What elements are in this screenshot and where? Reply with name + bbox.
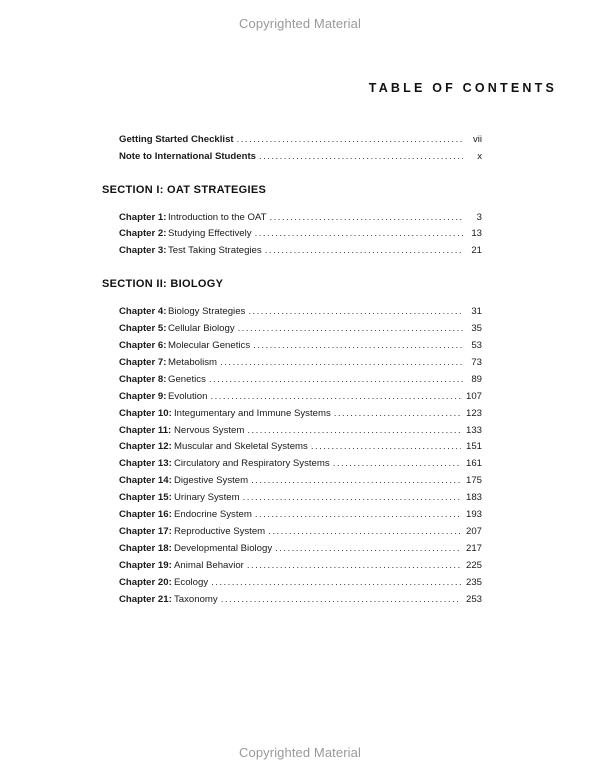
dot-leader [333,457,461,471]
chapter-entry[interactable] [119,491,482,505]
chapter-page: 253 [465,594,482,605]
dot-leader [210,390,461,404]
chapter-entry[interactable] [119,576,482,590]
chapter-entry[interactable] [119,211,482,225]
dot-leader [243,491,461,505]
entry-page: vii [472,134,482,145]
dot-leader [253,339,463,353]
chapter-page: 35 [471,323,482,334]
chapter-page: 207 [465,526,482,537]
chapter-entry[interactable] [119,244,482,258]
chapter-title: Digestive System [174,475,249,486]
chapter-title: Nervous System [174,425,245,436]
chapter-entry[interactable] [119,305,482,319]
page-title: TABLE OF CONTENTS [368,81,557,95]
chapter-entry[interactable] [119,339,482,353]
chapter-page: 193 [465,509,482,520]
dot-leader [251,474,461,488]
chapter-title: Integumentary and Immune Systems [174,408,331,419]
chapter-page: 13 [471,228,482,239]
chapter-page: 89 [471,374,482,385]
dot-leader [238,322,463,336]
chapter-title: Ecology [174,577,209,588]
chapter-title: Introduction to the OAT [168,212,267,223]
front-matter-entry[interactable] [119,150,482,164]
chapter-entry[interactable] [119,559,482,573]
front-matter-entry[interactable] [119,133,482,147]
chapter-number: Chapter 16: [119,509,172,520]
dot-leader [265,244,463,258]
chapter-page: 175 [465,475,482,486]
chapter-title: Muscular and Skeletal Systems [174,441,308,452]
chapter-title: Test Taking Strategies [168,245,262,256]
chapter-number: Chapter 14: [119,475,172,486]
chapter-page: 21 [471,245,482,256]
chapter-number: Chapter 5: [119,323,167,334]
dot-leader [211,576,461,590]
dot-leader [220,356,463,370]
dot-leader [311,440,461,454]
chapter-title: Genetics [168,374,206,385]
watermark-bottom: Copyrighted Material [239,745,361,760]
chapter-title: Evolution [168,391,208,402]
chapter-entry[interactable] [119,542,482,556]
chapter-entry[interactable] [119,227,482,241]
chapter-entry[interactable] [119,593,482,607]
chapter-page: 53 [471,340,482,351]
section-heading: SECTION II: BIOLOGY [102,278,224,290]
chapter-number: Chapter 7: [119,357,167,368]
chapter-page: 151 [465,441,482,452]
dot-leader [247,559,461,573]
dot-leader [255,508,461,522]
entry-title: Getting Started Checklist [119,134,234,145]
chapter-number: Chapter 13: [119,458,172,469]
chapter-page: 31 [471,306,482,317]
dot-leader [259,150,463,164]
chapter-number: Chapter 1: [119,212,167,223]
chapter-number: Chapter 8: [119,374,167,385]
section-heading: SECTION I: OAT STRATEGIES [102,184,267,196]
chapter-number: Chapter 19: [119,560,172,571]
chapter-title: Molecular Genetics [168,340,251,351]
chapter-number: Chapter 17: [119,526,172,537]
entry-title: Note to International Students [119,151,256,162]
chapter-number: Chapter 11: [119,425,172,436]
dot-leader [237,133,463,147]
dot-leader [268,525,461,539]
chapter-page: 183 [465,492,482,503]
chapter-entry[interactable] [119,356,482,370]
chapter-page: 217 [465,543,482,554]
chapter-page: 161 [465,458,482,469]
chapter-number: Chapter 2: [119,228,167,239]
dot-leader [209,373,463,387]
chapter-page: 235 [465,577,482,588]
chapter-title: Studying Effectively [168,228,252,239]
chapter-entry[interactable] [119,457,482,471]
chapter-title: Animal Behavior [174,560,244,571]
chapter-page: 133 [465,425,482,436]
chapter-title: Circulatory and Respiratory Systems [174,458,330,469]
chapter-title: Taxonomy [174,594,218,605]
dot-leader [247,424,461,438]
chapter-number: Chapter 15: [119,492,172,503]
chapter-title: Cellular Biology [168,323,235,334]
entry-page: x [477,151,482,162]
chapter-title: Endocrine System [174,509,252,520]
chapter-title: Biology Strategies [168,306,246,317]
dot-leader [248,305,463,319]
chapter-entry[interactable] [119,474,482,488]
dot-leader [221,593,461,607]
dot-leader [275,542,461,556]
chapter-number: Chapter 18: [119,543,172,554]
chapter-page: 73 [471,357,482,368]
chapter-page: 3 [476,212,482,223]
chapter-number: Chapter 21: [119,594,172,605]
chapter-page: 123 [465,408,482,419]
chapter-number: Chapter 9: [119,391,167,402]
chapter-number: Chapter 3: [119,245,167,256]
chapter-number: Chapter 12: [119,441,172,452]
chapter-entry[interactable] [119,440,482,454]
dot-leader [255,227,463,241]
chapter-title: Urinary System [174,492,240,503]
chapter-entry[interactable] [119,322,482,336]
chapter-entry[interactable] [119,373,482,387]
chapter-number: Chapter 4: [119,306,167,317]
chapter-entry[interactable] [119,407,482,421]
chapter-page: 107 [465,391,482,402]
watermark-top: Copyrighted Material [239,16,361,31]
chapter-title: Developmental Biology [174,543,273,554]
chapter-number: Chapter 20: [119,577,172,588]
dot-leader [269,211,463,225]
dot-leader [334,407,461,421]
chapter-number: Chapter 6: [119,340,167,351]
chapter-page: 225 [465,560,482,571]
chapter-number: Chapter 10: [119,408,172,419]
chapter-entry[interactable] [119,508,482,522]
chapter-title: Reproductive System [174,526,266,537]
chapter-title: Metabolism [168,357,218,368]
chapter-entry[interactable] [119,525,482,539]
chapter-entry[interactable] [119,424,482,438]
chapter-entry[interactable] [119,390,482,404]
